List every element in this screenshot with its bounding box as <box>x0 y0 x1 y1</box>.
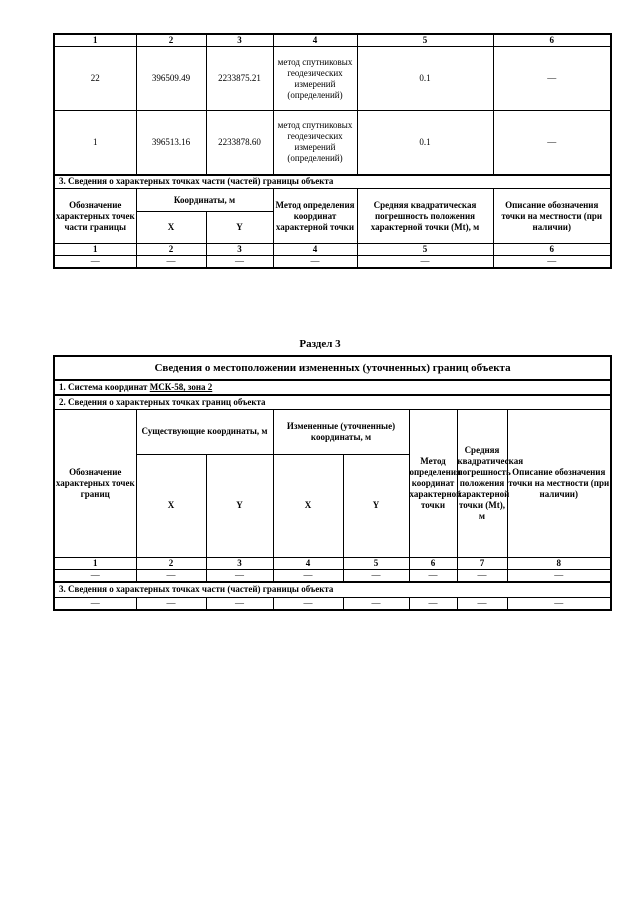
header-accuracy: Средняя квадратическая погрешность положения характерной точки (Mt), м <box>457 409 507 557</box>
col-num: 2 <box>136 34 206 47</box>
description-cell: — <box>493 47 611 111</box>
dash-cell: — <box>507 569 611 582</box>
col-num: 1 <box>54 244 136 256</box>
col-num: 8 <box>507 557 611 569</box>
dash-cell: — <box>273 256 357 269</box>
dash-cell: — <box>507 598 611 611</box>
dash-cell: — <box>457 569 507 582</box>
dash-cell: — <box>136 569 206 582</box>
col-num: 4 <box>273 34 357 47</box>
col-num: 2 <box>136 557 206 569</box>
header-designation: Обозначение характерных точек части границы <box>54 189 136 244</box>
point-number: 22 <box>54 47 136 111</box>
accuracy-cell: 0.1 <box>357 47 493 111</box>
header-x: X <box>136 212 206 244</box>
table-row <box>54 569 611 582</box>
accuracy-cell: 0.1 <box>357 111 493 175</box>
column-number-row <box>54 557 611 569</box>
col-num: 1 <box>54 34 136 47</box>
dash-cell: — <box>136 256 206 269</box>
section-title: Раздел 3 <box>299 338 341 350</box>
dash-cell: — <box>357 256 493 269</box>
header-existing-coords: Существующие координаты, м <box>136 409 273 454</box>
column-number-row <box>54 244 611 256</box>
method-cell: метод спутниковых геодезических измерений (определений) <box>273 111 357 175</box>
col-num: 5 <box>357 244 493 256</box>
table-row <box>54 256 611 269</box>
col-num: 1 <box>54 557 136 569</box>
dash-cell: — <box>343 569 409 582</box>
coord-system-label: 1. Система координат <box>59 382 148 392</box>
header-row <box>54 409 611 454</box>
header-method: Метод определения координат характерной точки <box>273 189 357 244</box>
col-num: 6 <box>493 244 611 256</box>
part-heading-row <box>54 582 611 598</box>
dash-cell: — <box>273 569 343 582</box>
header-row <box>54 189 611 212</box>
coord-y: 2233875.21 <box>206 47 273 111</box>
dash-cell: — <box>343 598 409 611</box>
col-num: 4 <box>273 244 357 256</box>
coord-system-row <box>54 380 611 395</box>
header-coords: Координаты, м <box>136 189 273 212</box>
col-num: 4 <box>273 557 343 569</box>
coord-system-value: МСК-58, зона 2 <box>149 382 213 392</box>
column-number-row <box>54 34 611 47</box>
dash-cell: — <box>409 569 457 582</box>
header-y: Y <box>343 454 409 557</box>
table-row <box>54 598 611 611</box>
coord-y: 2233878.60 <box>206 111 273 175</box>
col-num: 6 <box>493 34 611 47</box>
boundary-points-table <box>53 33 612 269</box>
part-heading: 3. Сведения о характерных точках части (частей) границы объекта <box>54 175 611 189</box>
dash-cell: — <box>493 256 611 269</box>
dash-cell: — <box>54 598 136 611</box>
method-cell: метод спутниковых геодезических измерений (определений) <box>273 47 357 111</box>
coord-x: 396513.16 <box>136 111 206 175</box>
dash-cell: — <box>273 598 343 611</box>
dash-cell: — <box>54 256 136 269</box>
changed-boundaries-table <box>53 355 612 611</box>
header-method: Метод определения координат характерной точки <box>409 409 457 557</box>
table-title: Сведения о местоположении измененных (уточненных) границ объекта <box>54 356 611 380</box>
header-y: Y <box>206 454 273 557</box>
dash-cell: — <box>54 569 136 582</box>
part-heading: 3. Сведения о характерных точках части (частей) границы объекта <box>54 582 611 598</box>
header-changed-coords: Измененные (уточненные) координаты, м <box>273 409 409 454</box>
dash-cell: — <box>206 256 273 269</box>
header-description: Описание обозначения точки на местности (при наличии) <box>507 409 611 557</box>
points-heading-row <box>54 395 611 409</box>
coord-x: 396509.49 <box>136 47 206 111</box>
header-designation: Обозначение характерных точек границ <box>54 409 136 557</box>
header-x: X <box>273 454 343 557</box>
col-num: 3 <box>206 557 273 569</box>
point-number: 1 <box>54 111 136 175</box>
col-num: 5 <box>357 34 493 47</box>
description-cell: — <box>493 111 611 175</box>
dash-cell: — <box>206 598 273 611</box>
coord-system <box>54 380 611 395</box>
points-heading: 2. Сведения о характерных точках границ объекта <box>54 395 611 409</box>
header-x: X <box>136 454 206 557</box>
header-y: Y <box>206 212 273 244</box>
col-num: 3 <box>206 34 273 47</box>
table-row <box>54 111 611 175</box>
title-row <box>54 356 611 380</box>
col-num: 6 <box>409 557 457 569</box>
dash-cell: — <box>206 569 273 582</box>
dash-cell: — <box>457 598 507 611</box>
dash-cell: — <box>136 598 206 611</box>
part-heading-row <box>54 175 611 189</box>
col-num: 7 <box>457 557 507 569</box>
col-num: 2 <box>136 244 206 256</box>
header-accuracy: Средняя квадратическая погрешность положения характерной точки (Mt), м <box>357 189 493 244</box>
header-description: Описание обозначения точки на местности (при наличии) <box>493 189 611 244</box>
col-num: 3 <box>206 244 273 256</box>
dash-cell: — <box>409 598 457 611</box>
table-row <box>54 47 611 111</box>
col-num: 5 <box>343 557 409 569</box>
